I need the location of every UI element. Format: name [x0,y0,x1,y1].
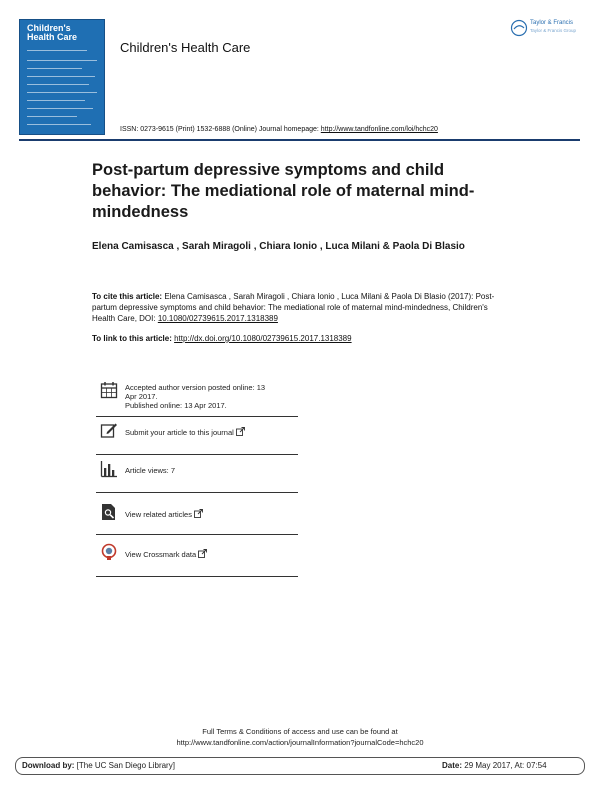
downloaded-by [22,761,175,770]
header-divider [19,139,580,141]
publisher-logo [510,17,582,39]
info-divider [96,454,298,455]
downloaded-by-label: Download by: [22,761,75,770]
terms-line1: Full Terms & Conditions of access and use can be found at [202,727,398,736]
issn-line [120,126,438,133]
publisher-logo-icon [510,19,528,37]
edit-icon [100,421,118,439]
downloaded-by-value: [The UC San Diego Library] [74,761,175,770]
download-info-box [15,757,585,775]
related-articles-link[interactable]: View related articles [125,510,192,519]
terms-url[interactable]: http://www.tandfonline.com/action/journalInformation?journalCode=hchc20 [176,738,424,747]
crossmark-row[interactable] [96,542,298,572]
article-views-text: Article views: 7 [125,466,176,475]
info-divider [96,534,298,535]
citation-label: To cite this article: [92,292,163,301]
terms-notice [0,726,600,748]
calendar-icon [100,381,118,399]
info-divider [96,492,298,493]
download-date [442,761,547,770]
submit-article-row[interactable] [96,420,298,450]
download-date-label: Date: [442,761,463,770]
article-title: Post-partum depressive symptoms and child behavior: The mediational role of maternal mind-mindedness [92,161,475,221]
external-link-icon [194,509,203,518]
search-document-icon [100,503,118,521]
submit-article-link[interactable]: Submit your article to this journal [125,428,234,437]
published-date: Published online: 13 Apr 2017. [125,401,227,410]
article-link-line [92,334,352,343]
publisher-logo-line1: Taylor & Francis [530,20,574,26]
accepted-date-line1: Accepted author version posted online: 13 [125,383,266,392]
external-link-icon [198,549,207,558]
journal-title: Children's Health Care [120,40,251,55]
citation-block [92,291,502,324]
article-doi-link[interactable]: http://dx.doi.org/10.1080/02739615.2017.1318389 [174,334,352,343]
publication-dates-row [96,380,298,418]
issn-text: ISSN: 0273-9615 (Print) 1532-6888 (Online) Journal homepage: [120,126,321,133]
crossmark-icon [100,543,118,561]
info-divider [96,576,298,577]
bar-chart-icon [100,460,118,478]
crossmark-link[interactable]: View Crossmark data [125,550,197,559]
external-link-icon [236,427,245,436]
journal-homepage-link[interactable]: http://www.tandfonline.com/loi/hchc20 [320,126,438,133]
article-link-label: To link to this article: [92,334,175,343]
download-date-value: 29 May 2017, At: 07:54 [462,761,547,770]
citation-text: Elena Camisasca , Sarah Miragoli , Chiara Ionio , Luca Milani & Paola Di Blasio (2017): Post-partum depressive symptoms and child behavior: The mediational role of maternal mind-mindedness, Children's Health Care, DOI: [92,292,495,323]
citation-doi-link[interactable]: 10.1080/02739615.2017.1318389 [157,314,278,323]
article-views-row [96,458,298,488]
accepted-date-line2: Apr 2017. [125,392,158,401]
cover-title: Children's Health Care [27,23,78,42]
info-divider [96,416,298,417]
publisher-logo-line2: Taylor & Francis Group [530,28,577,33]
related-articles-row[interactable] [96,502,298,532]
journal-cover-image [19,19,105,135]
author-list: Elena Camisasca , Sarah Miragoli , Chiara Ionio , Luca Milani & Paola Di Blasio [92,241,465,252]
